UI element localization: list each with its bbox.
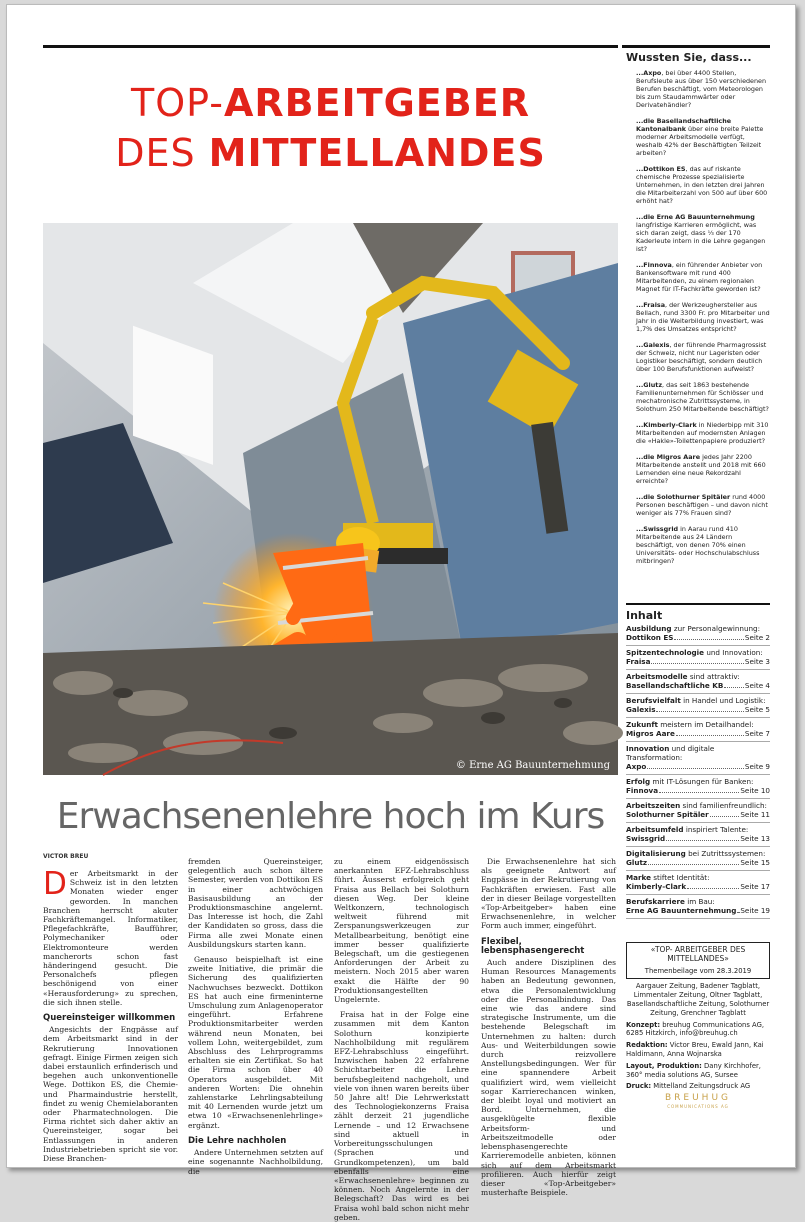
contents-row: Arbeitszeiten sind familienfreundlich: Solothurner Spitäler Seite 11: [626, 799, 770, 823]
fact-item: ...Kimberly-Clark in Niederbipp mit 310 Mitarbeitenden auf modernsten Anlagen die «Hakle»-Toilettenpapiere produziert?: [636, 421, 769, 445]
subheading: Die Lehre nachholen: [188, 1135, 287, 1146]
contents-row: Berufsvielfalt in Handel und Logistik: Galexis Seite 5: [626, 694, 770, 718]
subheading: Quereinsteiger willkommen: [43, 1013, 176, 1024]
imprint-box: [626, 942, 770, 979]
fact-item: ...Glutz, das seit 1863 bestehende Familienunternehmen für Schlösser und mechatronische Zutrittssysteme, in Solothurn 250 Mitarbeitende beschäftigt?: [636, 381, 769, 413]
contents-box: [626, 603, 770, 919]
contents-row: Erfolg mit IT-Lösungen für Banken: Finnova Seite 10: [626, 775, 770, 799]
fact-item: ...die Erne AG Bauunternehmung langfristige Karrieren ermöglicht, was sich daran zeigt, dass ⅓ der 170 Kaderleute intern in die Lehre gegangen ist?: [636, 213, 766, 253]
article-column-4: [481, 857, 616, 1197]
contents-row: Berufskarriere im Bau: Erne AG Bauunternehmung Seite 19: [626, 895, 770, 919]
imprint-layout: Layout, Produktion: Dany Kirchhofer, 360° media solutions AG, Sursee: [626, 1061, 761, 1079]
contents-row: Spitzentechnologie und Innovation: Fraisa Seite 3: [626, 646, 770, 670]
imprint: [626, 942, 770, 1112]
drop-cap: D: [43, 866, 67, 902]
contents-list: [626, 622, 770, 919]
imprint-date: Themenbeilage vom 28.3.2019: [644, 966, 752, 975]
headline-line1: TOP-ARBEITGEBER: [131, 81, 530, 125]
sidebar-top-rule: [622, 45, 770, 48]
breuhug-logo-sub: COMMUNICATIONS AG: [667, 1103, 729, 1109]
worker-demolition-illustration: [43, 223, 618, 775]
contents-row: Ausbildung zur Personalgewinnung: Dottikon ES Seite 2: [626, 622, 770, 646]
paragraph: Fraisa hat in der Folge eine zusammen mit dem Kanton Solothurn konzipierte Nachholbildung mit regulärem EFZ-Lehrabschluss eingeführt. Inzwischen haben 22 erfahrene Schichtarbeiter die Lehre berufsbegleitend nachgeholt, und viele von ihnen waren bereits über 50 Jahre alt! Die Lehrwerkstatt des Technologiekonzerns Fraisa zählt derzeit 21 jugendliche Lernende – und 12 Erwachsene sind aktuell in Vorbereitungsschulungen (Sprachen und Grundkompetenzen), um bald ebenfalls eine «Erwachsenenlehre» beginnen zu können. Noch Angelernte in der Belegschaft? Das wird es bei Fraisa wohl bald schon nicht mehr geben.: [334, 1010, 469, 1222]
byline: VICTOR BREU: [43, 853, 89, 860]
fact-item: ...Swissgrid in Aarau rund 410 Mitarbeitende aus 24 Ländern beschäftigt, von denen 70% einen Universitäts- oder Hochschulabschluss mitbringen?: [636, 525, 760, 565]
subheading: Flexibel, lebensphasengerecht: [481, 936, 585, 956]
paragraph: fremden Quereinsteiger, gelegentlich auch schon ältere Semester, werden von Dottikon ES in einer achtwöchigen Basisausbildung an der Produktionsmaschine angelernt. Das Interesse ist hoch, die Zahl der Kandidaten so gross, dass die Firma alle zwei Monate einen Ausbildungskurs starten kann.: [188, 857, 323, 949]
paragraph: Angesichts der Engpässe auf dem Arbeitsmarkt sind in der Rekrutierung Innovationen gefragt. Einige Firmen zeigen sich dabei erstaunlich erfinderisch und begehen auch unkonventionelle Wege. Dottikon ES, die Chemie- und Pharmaindustrie herstellt, findet zu wenig Chemielaboranten oder Pharmatechnologen. Die Firma richtet sich daher aktiv an Quereinsteiger, sogar bei Entlassungen in anderen Industriebetrieben spricht sie vor. Diese Branchen-: [43, 1025, 178, 1164]
contents-row: Arbeitsumfeld inspiriert Talente: Swissgrid Seite 13: [626, 823, 770, 847]
fact-item: ...die Basellandschaftliche Kantonalbank über eine breite Palette moderner Arbeitsmodelle verfügt, weshalb 42% der Beschäftigten Teilzeit arbeiten?: [636, 117, 764, 157]
paragraph: Andere Unternehmen setzten auf eine sogenannte Nachholbildung, die: [188, 1148, 323, 1176]
contents-row: Zukunft meistern im Detailhandel: Migros Aare Seite 7: [626, 718, 770, 742]
imprint-papers: Aargauer Zeitung, Badener Tagblatt, Limmentaler Zeitung, Oltner Tagblatt, Basellandschaftliche Zeitung, Solothurner Zeitung, Grenchner Tagblatt: [626, 982, 770, 1017]
article-column-3: [334, 857, 469, 1222]
imprint-title: «TOP- ARBEITGEBER DES MITTELLANDES»: [650, 945, 746, 963]
fact-item: ...Axpo, bei über 4400 Stellen, Berufsleute aus über 150 verschiedenen Berufen beschäftigt, vom Meteorologen bis zum Staudammwärter oder Derivatehändler?: [636, 69, 767, 109]
fact-item: ...die Migros Aare jedes Jahr 2200 Mitarbeitende anstellt und 2018 mit 660 Lernenden eine neue Rekordzahl erreichte?: [636, 453, 766, 485]
article-column-2: [188, 857, 323, 1176]
contents-row: Digitalisierung bei Zutrittssystemen: Glutz Seite 15: [626, 847, 770, 871]
facts-box: [626, 51, 770, 573]
imprint-redaktion: Redaktion: Victor Breu, Ewald Jann, Kai Haldimann, Anna Wojnarska: [626, 1041, 764, 1058]
headline-line2: DES MITTELLANDES: [115, 131, 546, 175]
fact-item: ...Fraisa, der Werkzeughersteller aus Bellach, rund 3300 Fr. pro Mitarbeiter und Jahr in die Weiterbildung investiert, was 1,7% des Umsatzes entspricht?: [636, 301, 770, 333]
facts-list: [626, 69, 770, 565]
fact-item: ...Finnova, ein führender Anbieter von Bankensoftware mit rund 400 Mitarbeitenden, zu einem regionalen Magnet für IT-Fachkräfte geworden ist?: [636, 261, 763, 293]
imprint-konzept: Konzept: breuhug Communications AG, 6285 Hitzkirch, info@breuhug.ch: [626, 1020, 764, 1038]
breuhug-logo: BREUHUG: [664, 1093, 732, 1104]
photo-credit: © Erne AG Bauunternehmung: [455, 760, 610, 771]
article-column-1: [43, 866, 178, 1164]
contents-row: Arbeitsmodelle sind attraktiv: Basellandschaftliche KB Seite 4: [626, 670, 770, 694]
fact-item: ...die Solothurner Spitäler rund 4000 Personen beschäftigen – und davon nicht weniger als 77% Frauen sind?: [636, 493, 768, 517]
top-rule: [43, 45, 618, 48]
contents-row: Marke stiftet Identität: Kimberly-Clark Seite 17: [626, 871, 770, 895]
construction-photo: [43, 223, 618, 775]
contents-row: Innovation und digitale Transformation: Axpo Seite 9: [626, 742, 770, 775]
facts-title: Wussten Sie, dass...: [626, 51, 752, 64]
fact-item: ...Dottikon ES, das auf riskante chemische Prozesse spezialisierte Unternehmen, in den letzten drei Jahren die Mitarbeiterzahl von 500 auf über 600 erhöht hat?: [636, 165, 768, 205]
paragraph: zu einem eidgenössisch anerkannten EFZ-Lehrabschluss führt. Äusserst erfolgreich geht Fraisa aus Bellach bei Solothurn diesen Weg. Der kleine Weltkonzern, technologisch weltweit führend mit Zerspanungswerkzeugen zur Metallbearbeitung, benötigt eine immer besser qualifizierte Belegschaft, um die gestiegenen Anforderungen der Arbeit zu meistern. Noch 2015 aber waren exakt die Hälfte der 90 Produktionsangestellten Ungelernte.: [334, 857, 469, 1005]
paragraph: Die Erwachsenenlehre hat sich als geeignete Antwort auf Engpässe in der Rekrutierung von Fachkräften erwiesen. Fast alle der in dieser Beilage vorgestellten «Top-Arbeitgeber» haben eine Erwachsenenlehre, in welcher Form auch immer, eingeführt.: [481, 857, 616, 931]
paragraph: Genauso beispielhaft ist eine zweite Initiative, die primär die Sicherung des qualifizierten Nachwuchses bezweckt. Dottikon ES hat auch eine firmeninterne Umschulung zum Anlagenoperator eingeführt. Erfahrene Produktionsmitarbeiter werden während neun Monaten, bei vollem Lohn, weitergebildet, zum Abschluss des Lehrprogramms erhalten sie ein Zertifikat. So hat die Firma schon über 40 Operators ausgebildet. Mit anderen Worten: Die ohnehin zahlenstarke Lehrlingsabteilung mit 40 Lernenden wurde jetzt um etwa 10 «Erwachsenenlehrlinge» ergänzt.: [188, 955, 323, 1130]
newspaper-page: [6, 4, 796, 1222]
paragraph: Auch andere Disziplinen des Human Resources Managements haben an Bedeutung gewonnen, etwa die Personalentwicklung oder die Personalbindung. Das eine wie das andere sind strategische Instrumente, um die bestehende Belegschaft im Unternehmen zu halten: durch Aus- und Weiterbildungen sowie durch reizvollere Anstellungsbedingungen. Wer für eine spannendere Arbeit qualifiziert wird, wem vielleicht sogar Karrierechancen winken, der bleibt loyal und motiviert an Bord. Unternehmen, die ausgeklügelte flexible Arbeitsform- und Arbeitszeitmodelle oder lebensphasengerechte Karrieremodelle anbieten, können sich auf dem Arbeitsmarkt profilieren. Auch hierfür zeigt dieser «Top-Arbeitgeber» musterhafte Beispiele.: [481, 958, 616, 1198]
paragraph: er Arbeitsmarkt in der Schweiz ist in den letzten Monaten wieder enger geworden. In manchen Branchen herrscht akuter Fachkräftemangel. Informatiker, Pflegefachkräfte, Baufführer, Polymechaniker oder Elektromonteure werden mancherorts schon fast händeringend gesucht. Die Personalchefs pflegen beschönigend von einer «Herausforderung» zu sprechen, die sich ihnen stelle.: [43, 869, 178, 1007]
imprint-druck: Druck: Mittelland Zeitungsdruck AG: [626, 1082, 751, 1091]
fact-item: ...Galexis, der führende Pharmagrossist der Schweiz, nicht nur Lageristen oder Logistiker beschäftigt, sondern deutlich über 100 Berufsfunktionen aufweist?: [636, 341, 767, 373]
article-headline: Erwachsenenlehre hoch im Kurs: [56, 796, 605, 837]
contents-title: Inhalt: [626, 609, 663, 622]
